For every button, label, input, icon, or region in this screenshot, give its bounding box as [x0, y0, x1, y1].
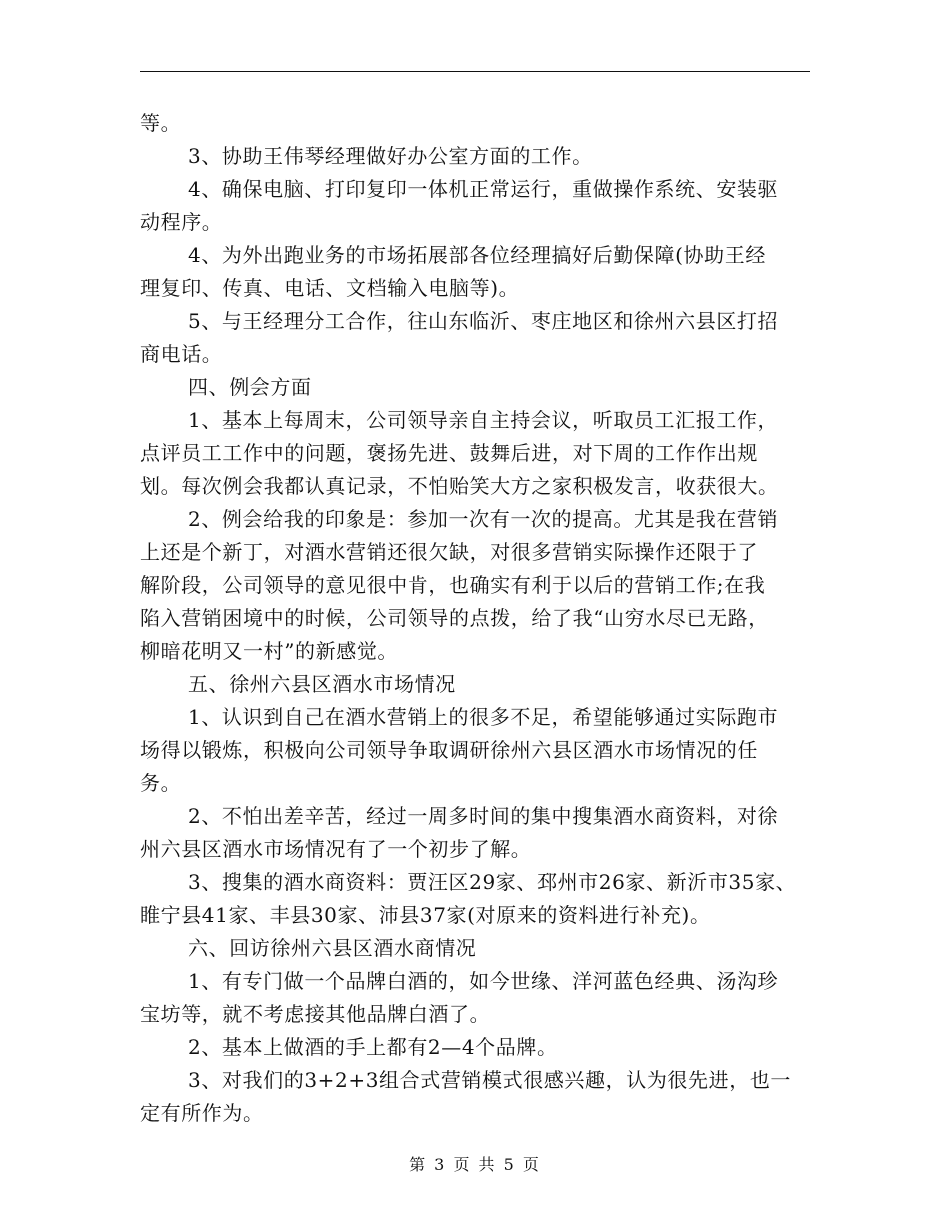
header-rule [140, 71, 810, 72]
page-number-footer: 第 3 页 共 5 页 [409, 1155, 541, 1174]
text-line: 1、基本上每周末，公司领导亲自主持会议，听取员工汇报工作， [188, 408, 779, 432]
text-line: 解阶段，公司领导的意见很中肯，也确实有利于以后的营销工作;在我 [140, 573, 766, 597]
text-line: 场得以锻炼，积极向公司领导争取调研徐州六县区酒水市场情况的任 [140, 738, 758, 762]
section-heading: 五、徐州六县区酒水市场情况 [188, 672, 456, 696]
text-line: 2、基本上做酒的手上都有2—4个品牌。 [188, 1035, 558, 1059]
text-line: 点评员工工作中的问题，褒扬先进、鼓舞后进，对下周的工作作出规 [140, 441, 758, 465]
text-line: 等。 [140, 111, 182, 135]
section-heading: 四、例会方面 [188, 375, 312, 399]
text-line: 睢宁县41家、丰县30家、沛县37家(对原来的资料进行补充)。 [140, 903, 711, 927]
text-line: 定有所作为。 [140, 1101, 264, 1125]
section-heading: 六、回访徐州六县区酒水商情况 [188, 936, 477, 960]
text-line: 5、与王经理分工合作，往山东临沂、枣庄地区和徐州六县区打招 [188, 309, 779, 333]
text-line: 动程序。 [140, 210, 223, 234]
text-line: 3、对我们的3+2+3组合式营销模式很感兴趣，认为很先进，也一 [188, 1068, 792, 1092]
text-line: 州六县区酒水市场情况有了一个初步了解。 [140, 837, 532, 861]
text-line: 理复印、传真、电话、文档输入电脑等)。 [140, 276, 520, 300]
text-line: 陷入营销困境中的时候，公司领导的点拨，给了我“山穷水尽已无路， [140, 606, 769, 630]
text-line: 4、确保电脑、打印复印一体机正常运行，重做操作系统、安装驱 [188, 177, 779, 201]
text-line: 1、认识到自己在酒水营销上的很多不足，希望能够通过实际跑市 [188, 705, 779, 729]
text-line: 务。 [140, 771, 182, 795]
text-line: 3、协助王伟琴经理做好办公室方面的工作。 [188, 144, 593, 168]
text-line: 商电话。 [140, 342, 223, 366]
document-body [140, 107, 830, 1130]
text-line: 宝坊等，就不考虑接其他品牌白酒了。 [140, 1002, 491, 1026]
text-line: 1、有专门做一个品牌白酒的，如今世缘、洋河蓝色经典、汤沟珍 [188, 969, 779, 993]
text-line: 2、例会给我的印象是：参加一次有一次的提高。尤其是我在营销 [188, 507, 779, 531]
text-line: 划。每次例会我都认真记录，不怕贻笑大方之家积极发言，收获很大。 [140, 474, 779, 498]
text-line: 2、不怕出差辛苦，经过一周多时间的集中搜集酒水商资料，对徐 [188, 804, 779, 828]
text-line: 3、搜集的酒水商资料：贾汪区29家、邳州市26家、新沂市35家、 [188, 870, 797, 894]
text-line: 4、为外出跑业务的市场拓展部各位经理搞好后勤保障(协助王经 [188, 243, 766, 267]
text-line: 上还是个新丁，对酒水营销还很欠缺，对很多营销实际操作还限于了 [140, 540, 758, 564]
text-line: 柳暗花明又一村”的新感觉。 [140, 639, 399, 663]
